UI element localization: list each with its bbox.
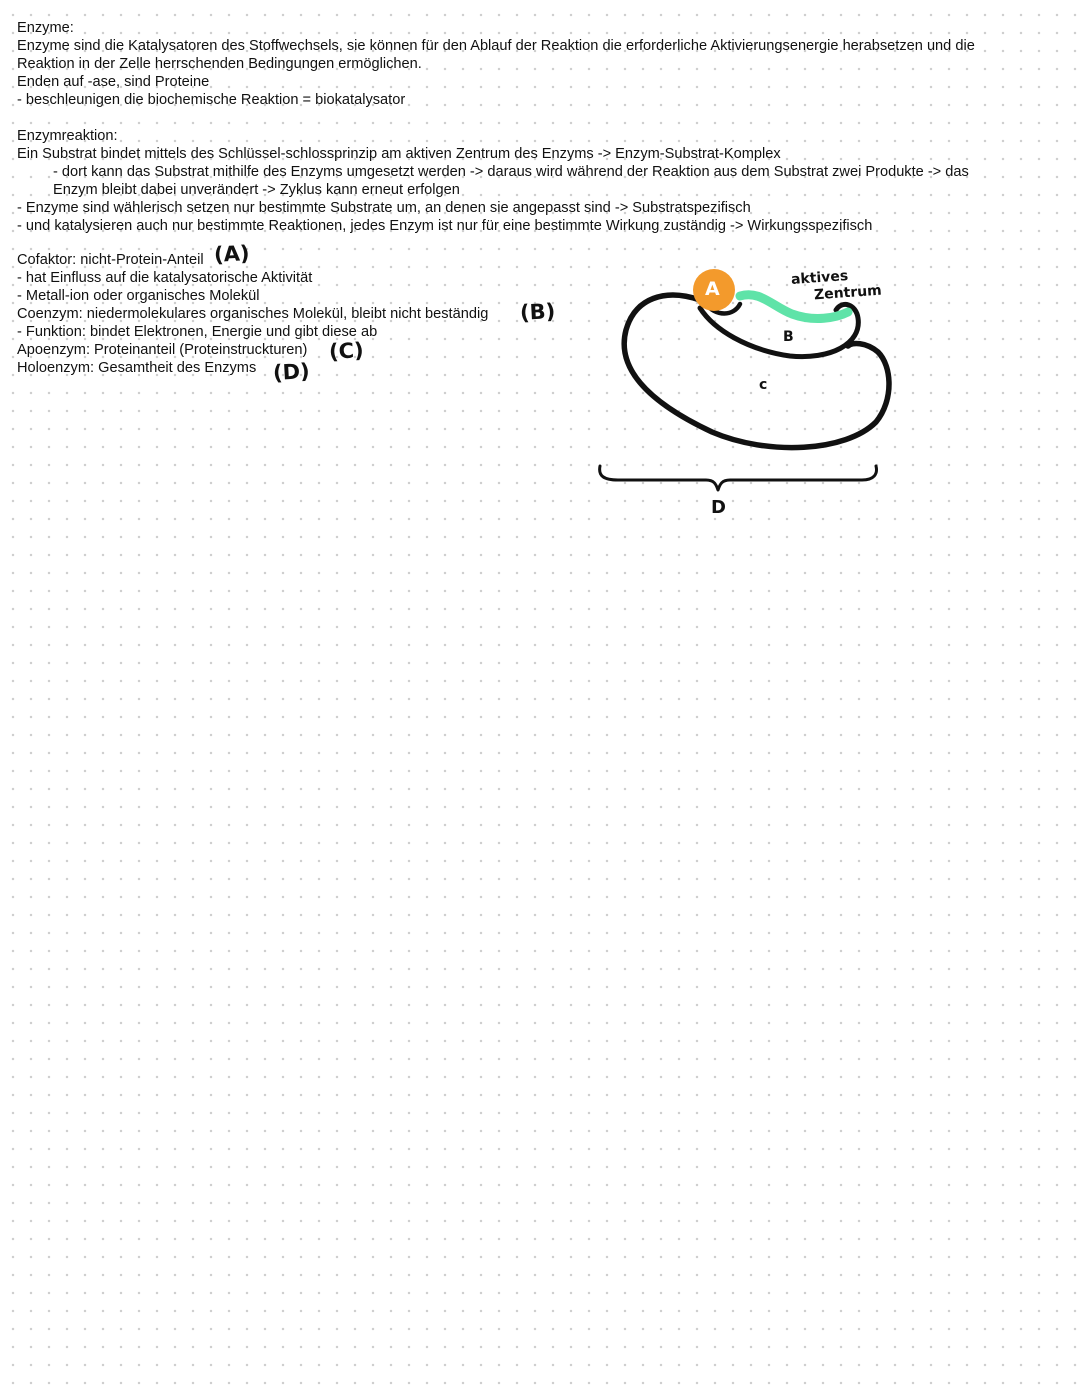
text-line: Enzym bleibt dabei unverändert -> Zyklus kann erneut erfolgen — [53, 182, 460, 198]
text-line: Enden auf -ase, sind Proteine — [17, 74, 210, 90]
text-line-holoenzym: Holoenzym: Gesamtheit des Enzyms — [17, 360, 257, 376]
text-line: - dort kann das Substrat mithilfe des Enzyms umgesetzt werden -> daraus wird während der Reaktion aus dem Substrat zwei Produkte -> das — [53, 164, 969, 180]
text-line: - Funktion: bindet Elektronen, Energie und gibt diese ab — [17, 324, 378, 340]
text-line: Ein Substrat bindet mittels des Schlüssel-schlossprinzip am aktiven Zentrum des Enzyms -> Enzym-Substrat-Komplex — [17, 146, 781, 162]
handwritten-mark-d: (D) — [272, 359, 311, 385]
text-line-coenzym: Coenzym: niedermolekulares organisches Molekül, bleibt nicht beständig — [17, 306, 489, 322]
text-line: - Enzyme sind wählerisch setzen nur bestimmte Substrate um, an denen sie angepasst sind -> Substratspezifisch — [17, 200, 751, 216]
text-line: - beschleunigen die biochemische Reaktion = biokatalysator — [17, 92, 406, 108]
text-line: Reaktion in der Zelle herrschenden Bedingungen ermöglichen. — [17, 56, 422, 72]
text-line-cofaktor: Cofaktor: nicht-Protein-Anteil — [17, 252, 204, 268]
heading-enzyme: Enzyme: — [17, 20, 74, 36]
handwritten-mark-a: (A) — [213, 241, 251, 267]
enzyme-body-outline — [624, 295, 889, 447]
active-site-label-line2: Zentrum — [813, 282, 883, 304]
apoenzyme-label: c — [759, 377, 768, 393]
text-line: - und katalysieren auch nur bestimmte Reaktionen, jedes Enzym ist nur für eine bestimmte Wirkung zuständig -> Wirkungsspezifisch — [17, 218, 873, 234]
holoenzyme-brace — [600, 466, 877, 490]
handwritten-mark-c: (C) — [328, 338, 365, 364]
handwritten-mark-b: (B) — [519, 299, 556, 325]
text-line: - Metall-ion oder organisches Molekül — [17, 288, 260, 304]
text-line-apoenzym: Apoenzym: Proteinanteil (Proteinstruckturen) — [17, 342, 308, 358]
active-site-label-line1: aktives — [790, 268, 849, 288]
text-line: - hat Einfluss auf die katalysatorische Aktivität — [17, 270, 313, 286]
holoenzyme-label: D — [711, 497, 726, 518]
heading-enzymreaktion: Enzymreaktion: — [17, 128, 118, 144]
cofactor-label: A — [705, 278, 720, 300]
text-line: Enzyme sind die Katalysatoren des Stoffwechsels, sie können für den Ablauf der Reaktion die erforderliche Aktivierungsenergie herabsetzen und die — [17, 38, 975, 54]
coenzyme-label: B — [783, 329, 794, 345]
